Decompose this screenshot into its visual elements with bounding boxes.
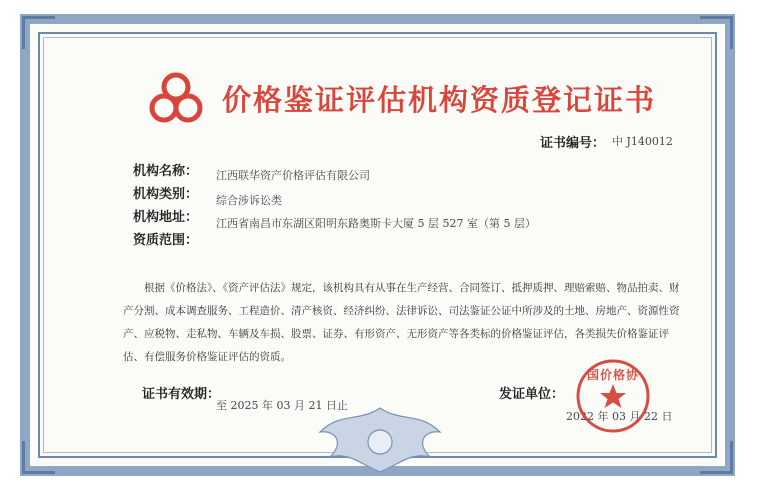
issuer-label: 发证单位： [499,387,565,402]
scope-label: 资质范围： [133,233,199,248]
org-name-label: 机构名称： [133,164,199,179]
org-type-value: 综合涉诉讼类 [216,194,282,207]
seal-text: 国价格协 [586,368,639,382]
cert-number-value: 中 J140012 [612,135,673,148]
org-address-value: 江西省南昌市东湖区阳明东路奥斯卡大厦 5 层 527 室（第 5 层） [216,217,536,230]
star-icon [600,384,626,408]
corner-ornament-bottom-left [22,441,55,474]
org-address-label: 机构地址： [133,210,199,225]
official-seal [575,358,651,434]
scope-paragraph: 根据《价格法》、《资产评估法》规定，该机构具有从事在生产经营、合同签订、抵押质押、理赔索赔、物品拍卖、财产分割、成本调查服务、工程造价、清产核资、经济纠纷、法律诉讼、司法鉴证公证中所涉及的土地、房地产、资源性资产、应税物、走私物、车辆及车损、股票、证券、有形资产、无形资产等各类标的价格鉴证评估，各类损失价格鉴证评估、有偿服务价格鉴证评估的资质。 [123,282,680,363]
org-type-label: 机构类别： [133,187,199,202]
corner-ornament-top-right [700,16,733,49]
validity-label: 证书有效期： [142,387,221,402]
cert-number-label: 证书编号： [540,136,606,151]
red-trefoil-logo-icon [147,70,205,128]
validity-value: 至 2025 年 03 月 21 日止 [216,399,348,412]
corner-ornament-top-left [22,16,55,49]
issue-date: 2022 年 03 月 22 日 [566,410,673,423]
corner-ornament-bottom-right [700,441,733,474]
org-name-value: 江西联华资产价格评估有限公司 [216,169,370,182]
certificate-title: 价格鉴证评估机构资质登记证书 [222,83,657,117]
